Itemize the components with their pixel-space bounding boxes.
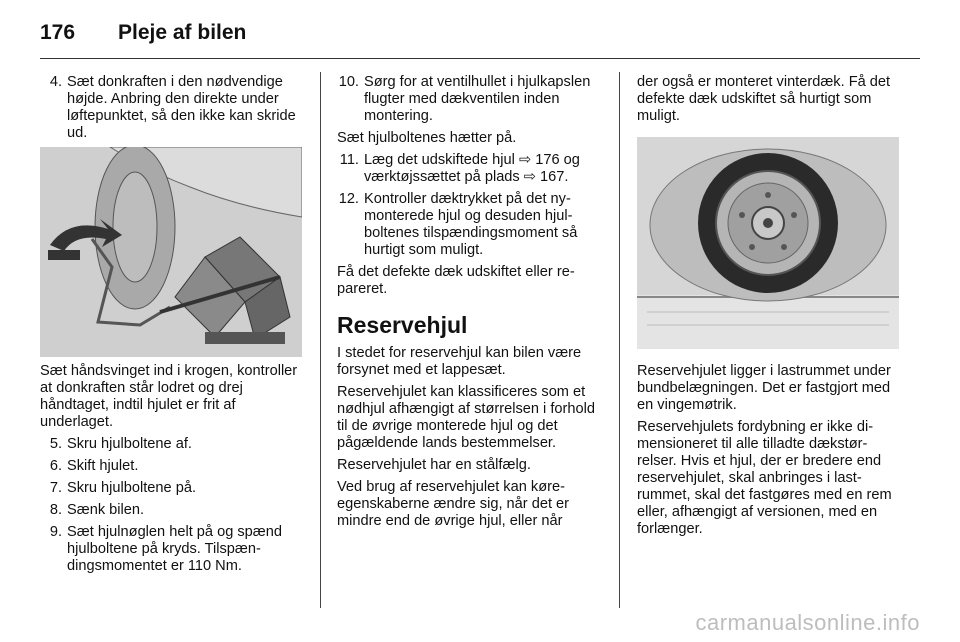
- spare-wheel-illustration: [637, 137, 899, 349]
- step-text: Sæt donkraften i den nødvendige højde. Anbring den direkte under løftepunktet, så den ikke kan skride ud.: [67, 74, 296, 141]
- step-text: Sænk bilen.: [67, 502, 145, 518]
- paragraph: Ved brug af reservehjulet kan køreegenskaberne ændre sig, når det er mindre end de øvrige hjul, eller når: [337, 479, 570, 529]
- step-number: 5.: [49, 436, 62, 452]
- step-10: [337, 74, 603, 125]
- step-number: 9.: [49, 524, 62, 540]
- step-number: 10.: [338, 74, 359, 90]
- section-heading: Reservehjul: [337, 312, 468, 338]
- step-8: [40, 502, 302, 519]
- step-text: Skru hjulboltene af.: [67, 436, 192, 452]
- step-number: 11.: [339, 152, 359, 168]
- column-divider-1: [320, 72, 321, 608]
- step-number: 4.: [49, 74, 62, 90]
- page-number: 176: [40, 21, 76, 44]
- column-2: [337, 74, 603, 535]
- step-text: Sørg for at ventilhullet i hjulkapslen flugter med dækventilen inden montering.: [364, 74, 591, 124]
- step-text: Sæt hjulnøglen helt på og spænd hjulboltene på kryds. Tilspændingsmomentet er 110 Nm.: [67, 524, 282, 574]
- spare-wheel-photo: [637, 137, 899, 349]
- page-header: [40, 18, 246, 48]
- repair-note: Få det defekte dæk udskiftet eller repareret.: [337, 264, 575, 297]
- step-number: 12.: [338, 191, 359, 207]
- step-9: [40, 524, 302, 575]
- jack-illustration: [40, 147, 302, 357]
- step-number: 8.: [49, 502, 62, 518]
- paragraph: I stedet for reservehjul kan bilen være forsynet med et lappesæt.: [337, 345, 582, 378]
- step-text: Læg det udskiftede hjul ⇨ 176 og værktøjssættet på plads ⇨ 167.: [364, 152, 580, 185]
- step-5: [40, 436, 302, 453]
- header-rule: [40, 58, 920, 59]
- step-text: Skift hjulet.: [67, 458, 139, 474]
- step-10-note: Sæt hjulboltenes hætter på.: [337, 130, 517, 146]
- step-7: [40, 480, 302, 497]
- step-4: [40, 74, 302, 142]
- step-6: [40, 458, 302, 475]
- column-1: [40, 74, 302, 580]
- paragraph: Reservehjulet kan klassificeres som et nødhjul afhængigt af størrelsen i forhold til de øvrige monterede hjul og det pågældende lands bestemmelser.: [337, 384, 595, 451]
- jack-lifting-photo: [40, 147, 302, 357]
- watermark: carmanualsonline.info: [695, 610, 920, 635]
- paragraph: der også er monteret vinterdæk. Få det defekte dæk udskiftet så hurtigt som muligt.: [637, 74, 891, 124]
- step-12: [337, 191, 603, 259]
- step-text: Kontroller dæktrykket på det nymonterede hjul og desuden hjulboltenes tilspændingsmoment så hurtigt som muligt.: [364, 191, 578, 258]
- column-divider-2: [619, 72, 620, 608]
- column-3: [637, 74, 901, 543]
- paragraph: Reservehjulet har en stålfælg.: [337, 457, 531, 473]
- paragraph: Reservehjulet ligger i lastrummet under bundbelægningen. Det er fastgjort med en vingemøtrik.: [637, 363, 891, 413]
- step-number: 7.: [49, 480, 62, 496]
- step-number: 6.: [49, 458, 62, 474]
- step-11: [337, 152, 603, 186]
- step-text: Skru hjulboltene på.: [67, 480, 196, 496]
- page-title: Pleje af bilen: [118, 21, 247, 44]
- jack-instruction: Sæt håndsvinget ind i krogen, kontroller at donkraften står lodret og drej håndtaget, indtil hjulet er frit af underlaget.: [40, 363, 298, 430]
- paragraph: Reservehjulets fordybning er ikke dimensioneret til alle tilladte dækstørrelser. Hvis et hjul, der er bredere end reservehjulet, skal anbringes i lastrummet, skal det fastgøres med en rem eller, afhængigt af versionen, med en forlænger.: [637, 419, 892, 537]
